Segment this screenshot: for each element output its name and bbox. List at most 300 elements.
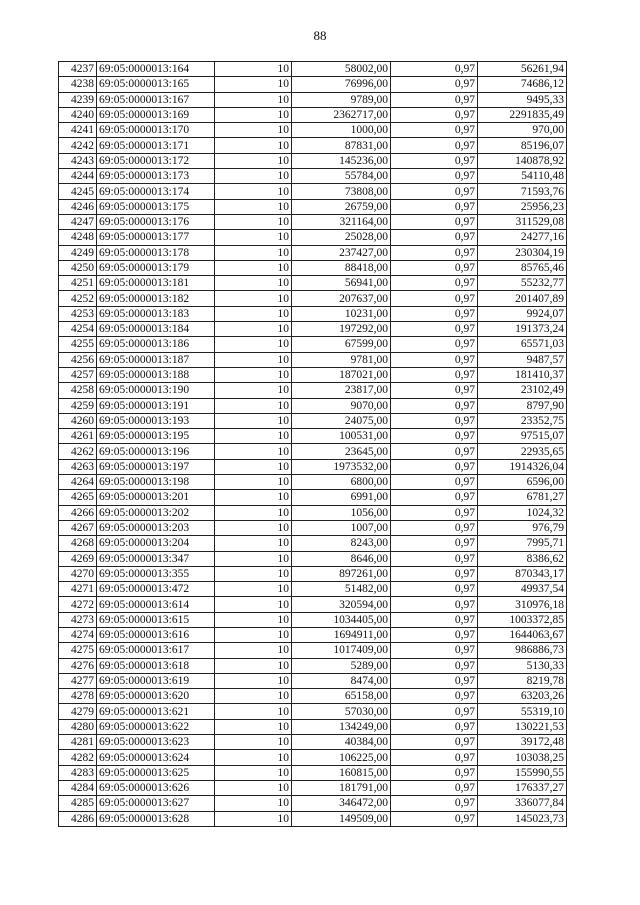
- row-number-cell: 4256: [59, 352, 97, 367]
- table-row: [59, 169, 567, 184]
- rate-cell: 10: [215, 367, 292, 382]
- table-row: [59, 184, 567, 199]
- row-number-cell: 4238: [59, 77, 97, 92]
- result-value-cell: 7995,71: [478, 536, 567, 551]
- cadastral-number-cell: 69:05:0000013:625: [97, 765, 215, 780]
- base-value-cell: 87831,00: [292, 138, 391, 153]
- base-value-cell: 40384,00: [292, 735, 391, 750]
- base-value-cell: 56941,00: [292, 276, 391, 291]
- result-value-cell: 2291835,49: [478, 107, 567, 122]
- row-number-cell: 4272: [59, 597, 97, 612]
- result-value-cell: 970,00: [478, 123, 567, 138]
- coefficient-cell: 0,97: [391, 153, 478, 168]
- cadastral-number-cell: 69:05:0000013:164: [97, 62, 215, 77]
- base-value-cell: 23817,00: [292, 383, 391, 398]
- cadastral-number-cell: 69:05:0000013:618: [97, 658, 215, 673]
- row-number-cell: 4269: [59, 551, 97, 566]
- coefficient-cell: 0,97: [391, 704, 478, 719]
- base-value-cell: 1000,00: [292, 123, 391, 138]
- rate-cell: 10: [215, 765, 292, 780]
- rate-cell: 10: [215, 230, 292, 245]
- row-number-cell: 4285: [59, 796, 97, 811]
- row-number-cell: 4241: [59, 123, 97, 138]
- rate-cell: 10: [215, 184, 292, 199]
- row-number-cell: 4274: [59, 627, 97, 642]
- result-value-cell: 181410,37: [478, 367, 567, 382]
- table-row: [59, 719, 567, 734]
- base-value-cell: 67599,00: [292, 337, 391, 352]
- coefficient-cell: 0,97: [391, 643, 478, 658]
- row-number-cell: 4280: [59, 719, 97, 734]
- base-value-cell: 6991,00: [292, 490, 391, 505]
- row-number-cell: 4264: [59, 475, 97, 490]
- result-value-cell: 55319,10: [478, 704, 567, 719]
- result-value-cell: 130221,53: [478, 719, 567, 734]
- base-value-cell: 8243,00: [292, 536, 391, 551]
- row-number-cell: 4239: [59, 92, 97, 107]
- cadastral-number-cell: 69:05:0000013:624: [97, 750, 215, 765]
- coefficient-cell: 0,97: [391, 475, 478, 490]
- base-value-cell: 897261,00: [292, 566, 391, 581]
- table-row: [59, 475, 567, 490]
- cadastral-number-cell: 69:05:0000013:169: [97, 107, 215, 122]
- cadastral-number-cell: 69:05:0000013:172: [97, 153, 215, 168]
- rate-cell: 10: [215, 260, 292, 275]
- base-value-cell: 100531,00: [292, 429, 391, 444]
- result-value-cell: 22935,65: [478, 444, 567, 459]
- rate-cell: 10: [215, 658, 292, 673]
- base-value-cell: 237427,00: [292, 245, 391, 260]
- table-row: [59, 429, 567, 444]
- result-value-cell: 49937,54: [478, 582, 567, 597]
- result-value-cell: 55232,77: [478, 276, 567, 291]
- cadastral-number-cell: 69:05:0000013:616: [97, 627, 215, 642]
- base-value-cell: 187021,00: [292, 367, 391, 382]
- coefficient-cell: 0,97: [391, 520, 478, 535]
- row-number-cell: 4265: [59, 490, 97, 505]
- coefficient-cell: 0,97: [391, 367, 478, 382]
- row-number-cell: 4266: [59, 505, 97, 520]
- table-row: [59, 811, 567, 826]
- table-row: [59, 306, 567, 321]
- table-row: [59, 322, 567, 337]
- row-number-cell: 4258: [59, 383, 97, 398]
- row-number-cell: 4242: [59, 138, 97, 153]
- base-value-cell: 10231,00: [292, 306, 391, 321]
- rate-cell: 10: [215, 337, 292, 352]
- coefficient-cell: 0,97: [391, 260, 478, 275]
- table-row: [59, 107, 567, 122]
- row-number-cell: 4286: [59, 811, 97, 826]
- cadastral-number-cell: 69:05:0000013:175: [97, 199, 215, 214]
- row-number-cell: 4270: [59, 566, 97, 581]
- table-row: [59, 673, 567, 688]
- table-row: [59, 276, 567, 291]
- result-value-cell: 23102,49: [478, 383, 567, 398]
- row-number-cell: 4281: [59, 735, 97, 750]
- base-value-cell: 346472,00: [292, 796, 391, 811]
- row-number-cell: 4277: [59, 673, 97, 688]
- coefficient-cell: 0,97: [391, 306, 478, 321]
- table-row: [59, 765, 567, 780]
- result-value-cell: 74686,12: [478, 77, 567, 92]
- result-value-cell: 97515,07: [478, 429, 567, 444]
- coefficient-cell: 0,97: [391, 780, 478, 795]
- cadastral-number-cell: 69:05:0000013:619: [97, 673, 215, 688]
- table-row: [59, 490, 567, 505]
- coefficient-cell: 0,97: [391, 719, 478, 734]
- rate-cell: 10: [215, 673, 292, 688]
- table-row: [59, 413, 567, 428]
- result-value-cell: 870343,17: [478, 566, 567, 581]
- cadastral-number-cell: 69:05:0000013:195: [97, 429, 215, 444]
- cadastral-number-cell: 69:05:0000013:472: [97, 582, 215, 597]
- table-row: [59, 138, 567, 153]
- result-value-cell: 25956,23: [478, 199, 567, 214]
- base-value-cell: 88418,00: [292, 260, 391, 275]
- cadastral-number-cell: 69:05:0000013:173: [97, 169, 215, 184]
- coefficient-cell: 0,97: [391, 291, 478, 306]
- rate-cell: 10: [215, 123, 292, 138]
- base-value-cell: 8646,00: [292, 551, 391, 566]
- result-value-cell: 85196,07: [478, 138, 567, 153]
- table-row: [59, 735, 567, 750]
- coefficient-cell: 0,97: [391, 505, 478, 520]
- rate-cell: 10: [215, 291, 292, 306]
- row-number-cell: 4253: [59, 306, 97, 321]
- row-number-cell: 4278: [59, 689, 97, 704]
- table-row: [59, 199, 567, 214]
- coefficient-cell: 0,97: [391, 689, 478, 704]
- cadastral-number-cell: 69:05:0000013:622: [97, 719, 215, 734]
- base-value-cell: 2362717,00: [292, 107, 391, 122]
- rate-cell: 10: [215, 413, 292, 428]
- cadastral-value-table: [58, 61, 567, 827]
- result-value-cell: 201407,89: [478, 291, 567, 306]
- rate-cell: 10: [215, 444, 292, 459]
- coefficient-cell: 0,97: [391, 627, 478, 642]
- row-number-cell: 4268: [59, 536, 97, 551]
- rate-cell: 10: [215, 490, 292, 505]
- table-row: [59, 520, 567, 535]
- table-row: [59, 352, 567, 367]
- rate-cell: 10: [215, 475, 292, 490]
- table-body: [59, 62, 567, 827]
- coefficient-cell: 0,97: [391, 214, 478, 229]
- coefficient-cell: 0,97: [391, 245, 478, 260]
- rate-cell: 10: [215, 322, 292, 337]
- table-row: [59, 750, 567, 765]
- table-row: [59, 796, 567, 811]
- base-value-cell: 1056,00: [292, 505, 391, 520]
- base-value-cell: 65158,00: [292, 689, 391, 704]
- coefficient-cell: 0,97: [391, 597, 478, 612]
- rate-cell: 10: [215, 704, 292, 719]
- rate-cell: 10: [215, 505, 292, 520]
- cadastral-number-cell: 69:05:0000013:204: [97, 536, 215, 551]
- coefficient-cell: 0,97: [391, 138, 478, 153]
- base-value-cell: 51482,00: [292, 582, 391, 597]
- cadastral-number-cell: 69:05:0000013:187: [97, 352, 215, 367]
- coefficient-cell: 0,97: [391, 735, 478, 750]
- rate-cell: 10: [215, 551, 292, 566]
- rate-cell: 10: [215, 612, 292, 627]
- result-value-cell: 145023,73: [478, 811, 567, 826]
- cadastral-number-cell: 69:05:0000013:165: [97, 77, 215, 92]
- base-value-cell: 320594,00: [292, 597, 391, 612]
- cadastral-number-cell: 69:05:0000013:621: [97, 704, 215, 719]
- coefficient-cell: 0,97: [391, 673, 478, 688]
- base-value-cell: 9781,00: [292, 352, 391, 367]
- row-number-cell: 4251: [59, 276, 97, 291]
- coefficient-cell: 0,97: [391, 123, 478, 138]
- coefficient-cell: 0,97: [391, 322, 478, 337]
- base-value-cell: 1973532,00: [292, 459, 391, 474]
- result-value-cell: 8219,78: [478, 673, 567, 688]
- result-value-cell: 54110,48: [478, 169, 567, 184]
- result-value-cell: 986886,73: [478, 643, 567, 658]
- cadastral-number-cell: 69:05:0000013:167: [97, 92, 215, 107]
- result-value-cell: 5130,33: [478, 658, 567, 673]
- coefficient-cell: 0,97: [391, 658, 478, 673]
- table-row: [59, 689, 567, 704]
- coefficient-cell: 0,97: [391, 582, 478, 597]
- table-row: [59, 444, 567, 459]
- rate-cell: 10: [215, 520, 292, 535]
- row-number-cell: 4237: [59, 62, 97, 77]
- base-value-cell: 26759,00: [292, 199, 391, 214]
- cadastral-number-cell: 69:05:0000013:196: [97, 444, 215, 459]
- row-number-cell: 4246: [59, 199, 97, 214]
- cadastral-number-cell: 69:05:0000013:181: [97, 276, 215, 291]
- rate-cell: 10: [215, 643, 292, 658]
- table-row: [59, 337, 567, 352]
- coefficient-cell: 0,97: [391, 92, 478, 107]
- coefficient-cell: 0,97: [391, 429, 478, 444]
- result-value-cell: 230304,19: [478, 245, 567, 260]
- cadastral-number-cell: 69:05:0000013:171: [97, 138, 215, 153]
- cadastral-number-cell: 69:05:0000013:176: [97, 214, 215, 229]
- cadastral-number-cell: 69:05:0000013:178: [97, 245, 215, 260]
- rate-cell: 10: [215, 429, 292, 444]
- row-number-cell: 4259: [59, 398, 97, 413]
- coefficient-cell: 0,97: [391, 459, 478, 474]
- coefficient-cell: 0,97: [391, 352, 478, 367]
- table-row: [59, 92, 567, 107]
- coefficient-cell: 0,97: [391, 276, 478, 291]
- cadastral-number-cell: 69:05:0000013:198: [97, 475, 215, 490]
- base-value-cell: 58002,00: [292, 62, 391, 77]
- result-value-cell: 103038,25: [478, 750, 567, 765]
- cadastral-number-cell: 69:05:0000013:179: [97, 260, 215, 275]
- base-value-cell: 5289,00: [292, 658, 391, 673]
- coefficient-cell: 0,97: [391, 750, 478, 765]
- rate-cell: 10: [215, 306, 292, 321]
- row-number-cell: 4275: [59, 643, 97, 658]
- result-value-cell: 336077,84: [478, 796, 567, 811]
- coefficient-cell: 0,97: [391, 398, 478, 413]
- coefficient-cell: 0,97: [391, 536, 478, 551]
- row-number-cell: 4263: [59, 459, 97, 474]
- table-row: [59, 597, 567, 612]
- base-value-cell: 181791,00: [292, 780, 391, 795]
- coefficient-cell: 0,97: [391, 566, 478, 581]
- coefficient-cell: 0,97: [391, 199, 478, 214]
- base-value-cell: 57030,00: [292, 704, 391, 719]
- rate-cell: 10: [215, 62, 292, 77]
- base-value-cell: 145236,00: [292, 153, 391, 168]
- row-number-cell: 4282: [59, 750, 97, 765]
- result-value-cell: 976,79: [478, 520, 567, 535]
- rate-cell: 10: [215, 597, 292, 612]
- row-number-cell: 4248: [59, 230, 97, 245]
- rate-cell: 10: [215, 536, 292, 551]
- coefficient-cell: 0,97: [391, 796, 478, 811]
- table-row: [59, 62, 567, 77]
- row-number-cell: 4252: [59, 291, 97, 306]
- result-value-cell: 65571,03: [478, 337, 567, 352]
- base-value-cell: 197292,00: [292, 322, 391, 337]
- table-row: [59, 536, 567, 551]
- cadastral-number-cell: 69:05:0000013:626: [97, 780, 215, 795]
- table-row: [59, 459, 567, 474]
- row-number-cell: 4279: [59, 704, 97, 719]
- result-value-cell: 71593,76: [478, 184, 567, 199]
- rate-cell: 10: [215, 92, 292, 107]
- result-value-cell: 191373,24: [478, 322, 567, 337]
- base-value-cell: 6800,00: [292, 475, 391, 490]
- result-value-cell: 24277,16: [478, 230, 567, 245]
- table-row: [59, 658, 567, 673]
- base-value-cell: 1017409,00: [292, 643, 391, 658]
- cadastral-number-cell: 69:05:0000013:355: [97, 566, 215, 581]
- base-value-cell: 9789,00: [292, 92, 391, 107]
- coefficient-cell: 0,97: [391, 62, 478, 77]
- coefficient-cell: 0,97: [391, 490, 478, 505]
- result-value-cell: 1003372,85: [478, 612, 567, 627]
- result-value-cell: 176337,27: [478, 780, 567, 795]
- rate-cell: 10: [215, 566, 292, 581]
- rate-cell: 10: [215, 398, 292, 413]
- row-number-cell: 4255: [59, 337, 97, 352]
- table-row: [59, 383, 567, 398]
- base-value-cell: 8474,00: [292, 673, 391, 688]
- cadastral-number-cell: 69:05:0000013:201: [97, 490, 215, 505]
- row-number-cell: 4240: [59, 107, 97, 122]
- rate-cell: 10: [215, 214, 292, 229]
- base-value-cell: 207637,00: [292, 291, 391, 306]
- table-row: [59, 505, 567, 520]
- base-value-cell: 134249,00: [292, 719, 391, 734]
- row-number-cell: 4260: [59, 413, 97, 428]
- base-value-cell: 9070,00: [292, 398, 391, 413]
- row-number-cell: 4261: [59, 429, 97, 444]
- rate-cell: 10: [215, 780, 292, 795]
- result-value-cell: 9487,57: [478, 352, 567, 367]
- coefficient-cell: 0,97: [391, 77, 478, 92]
- rate-cell: 10: [215, 796, 292, 811]
- table-row: [59, 566, 567, 581]
- result-value-cell: 23352,75: [478, 413, 567, 428]
- table-row: [59, 780, 567, 795]
- base-value-cell: 55784,00: [292, 169, 391, 184]
- cadastral-number-cell: 69:05:0000013:183: [97, 306, 215, 321]
- rate-cell: 10: [215, 383, 292, 398]
- row-number-cell: 4262: [59, 444, 97, 459]
- result-value-cell: 9924,07: [478, 306, 567, 321]
- cadastral-number-cell: 69:05:0000013:627: [97, 796, 215, 811]
- table-row: [59, 77, 567, 92]
- cadastral-number-cell: 69:05:0000013:182: [97, 291, 215, 306]
- row-number-cell: 4243: [59, 153, 97, 168]
- rate-cell: 10: [215, 689, 292, 704]
- cadastral-number-cell: 69:05:0000013:615: [97, 612, 215, 627]
- cadastral-number-cell: 69:05:0000013:623: [97, 735, 215, 750]
- cadastral-number-cell: 69:05:0000013:190: [97, 383, 215, 398]
- base-value-cell: 321164,00: [292, 214, 391, 229]
- rate-cell: 10: [215, 245, 292, 260]
- result-value-cell: 6781,27: [478, 490, 567, 505]
- result-value-cell: 63203,26: [478, 689, 567, 704]
- row-number-cell: 4254: [59, 322, 97, 337]
- cadastral-number-cell: 69:05:0000013:177: [97, 230, 215, 245]
- table-row: [59, 582, 567, 597]
- cadastral-number-cell: 69:05:0000013:193: [97, 413, 215, 428]
- table-row: [59, 704, 567, 719]
- base-value-cell: 24075,00: [292, 413, 391, 428]
- table-row: [59, 627, 567, 642]
- coefficient-cell: 0,97: [391, 765, 478, 780]
- coefficient-cell: 0,97: [391, 169, 478, 184]
- cadastral-number-cell: 69:05:0000013:202: [97, 505, 215, 520]
- rate-cell: 10: [215, 459, 292, 474]
- rate-cell: 10: [215, 199, 292, 214]
- base-value-cell: 25028,00: [292, 230, 391, 245]
- cadastral-number-cell: 69:05:0000013:191: [97, 398, 215, 413]
- rate-cell: 10: [215, 169, 292, 184]
- base-value-cell: 1694911,00: [292, 627, 391, 642]
- row-number-cell: 4271: [59, 582, 97, 597]
- result-value-cell: 8797,90: [478, 398, 567, 413]
- rate-cell: 10: [215, 352, 292, 367]
- table-row: [59, 123, 567, 138]
- table-row: [59, 612, 567, 627]
- result-value-cell: 39172,48: [478, 735, 567, 750]
- table-row: [59, 291, 567, 306]
- row-number-cell: 4257: [59, 367, 97, 382]
- rate-cell: 10: [215, 153, 292, 168]
- table-row: [59, 367, 567, 382]
- table-row: [59, 214, 567, 229]
- cadastral-number-cell: 69:05:0000013:170: [97, 123, 215, 138]
- cadastral-number-cell: 69:05:0000013:617: [97, 643, 215, 658]
- cadastral-number-cell: 69:05:0000013:203: [97, 520, 215, 535]
- coefficient-cell: 0,97: [391, 444, 478, 459]
- row-number-cell: 4245: [59, 184, 97, 199]
- table-row: [59, 153, 567, 168]
- coefficient-cell: 0,97: [391, 184, 478, 199]
- base-value-cell: 1034405,00: [292, 612, 391, 627]
- rate-cell: 10: [215, 107, 292, 122]
- row-number-cell: 4249: [59, 245, 97, 260]
- cadastral-number-cell: 69:05:0000013:184: [97, 322, 215, 337]
- base-value-cell: 76996,00: [292, 77, 391, 92]
- cadastral-number-cell: 69:05:0000013:174: [97, 184, 215, 199]
- result-value-cell: 1914326,04: [478, 459, 567, 474]
- result-value-cell: 56261,94: [478, 62, 567, 77]
- base-value-cell: 1007,00: [292, 520, 391, 535]
- rate-cell: 10: [215, 811, 292, 826]
